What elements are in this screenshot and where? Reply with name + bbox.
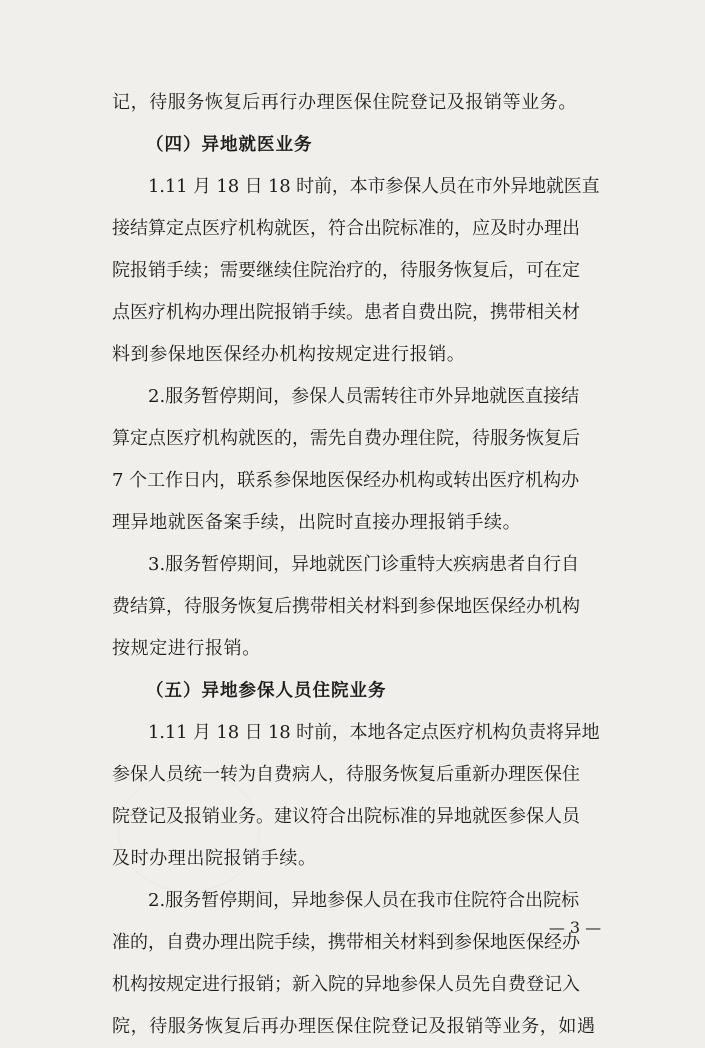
text-line: 2.服务暂停期间，参保人员需转往市外异地就医直接结 (148, 386, 580, 407)
text-line: 院，待服务恢复后再办理医保住院登记及报销等业务，如遇 (112, 1016, 596, 1037)
text-line: 1.11 月 18 日 18 时前，本市参保人员在市外异地就医直 (148, 176, 600, 197)
text-line: 1.11 月 18 日 18 时前，本地各定点医疗机构负责将异地 (148, 722, 600, 743)
text-line: 费结算，待服务恢复后携带相关材料到参保地医保经办机构 (112, 596, 580, 617)
text-line: 准的，自费办理出院手续，携带相关材料到参保地医保经办 (112, 932, 580, 953)
text-line: 算定点医疗机构就医的，需先自费办理住院，待服务恢复后 (112, 428, 580, 449)
text-line: 机构按规定进行报销；新入院的异地参保人员先自费登记入 (112, 974, 580, 995)
text-line: 院报销手续；需要继续住院治疗的，待服务恢复后，可在定 (112, 260, 580, 281)
text-line: 接结算定点医疗机构就医，符合出院标准的，应及时办理出 (112, 218, 580, 239)
section-heading: （四）异地就医业务 (146, 135, 313, 155)
text-line: 2.服务暂停期间，异地参保人员在我市住院符合出院标 (148, 890, 580, 911)
document-body (112, 82, 600, 1048)
text-line: 按规定进行报销。 (112, 638, 261, 659)
text-line: 及时办理出院报销手续。 (112, 848, 317, 869)
text-line: 院登记及报销业务。建议符合出院标准的异地就医参保人员 (112, 806, 580, 827)
text-line: 3.服务暂停期间，异地就医门诊重特大疾病患者自行自 (148, 554, 580, 575)
text-line: 料到参保地医保经办机构按规定进行报销。 (112, 344, 466, 365)
section-heading: （五）异地参保人员住院业务 (146, 681, 387, 701)
text-line: 记，待服务恢复后再行办理医保住院登记及报销等业务。 (112, 92, 577, 113)
text-line: 点医疗机构办理出院报销手续。患者自费出院，携带相关材 (112, 302, 580, 323)
page-number: — 3 — (548, 918, 602, 937)
text-line: 参保人员统一转为自费病人，待服务恢复后重新办理医保住 (112, 764, 580, 785)
text-line: 7 个工作日内，联系参保地医保经办机构或转出医疗机构办 (112, 470, 580, 491)
text-line: 理异地就医备案手续，出院时直接办理报销手续。 (112, 512, 522, 533)
